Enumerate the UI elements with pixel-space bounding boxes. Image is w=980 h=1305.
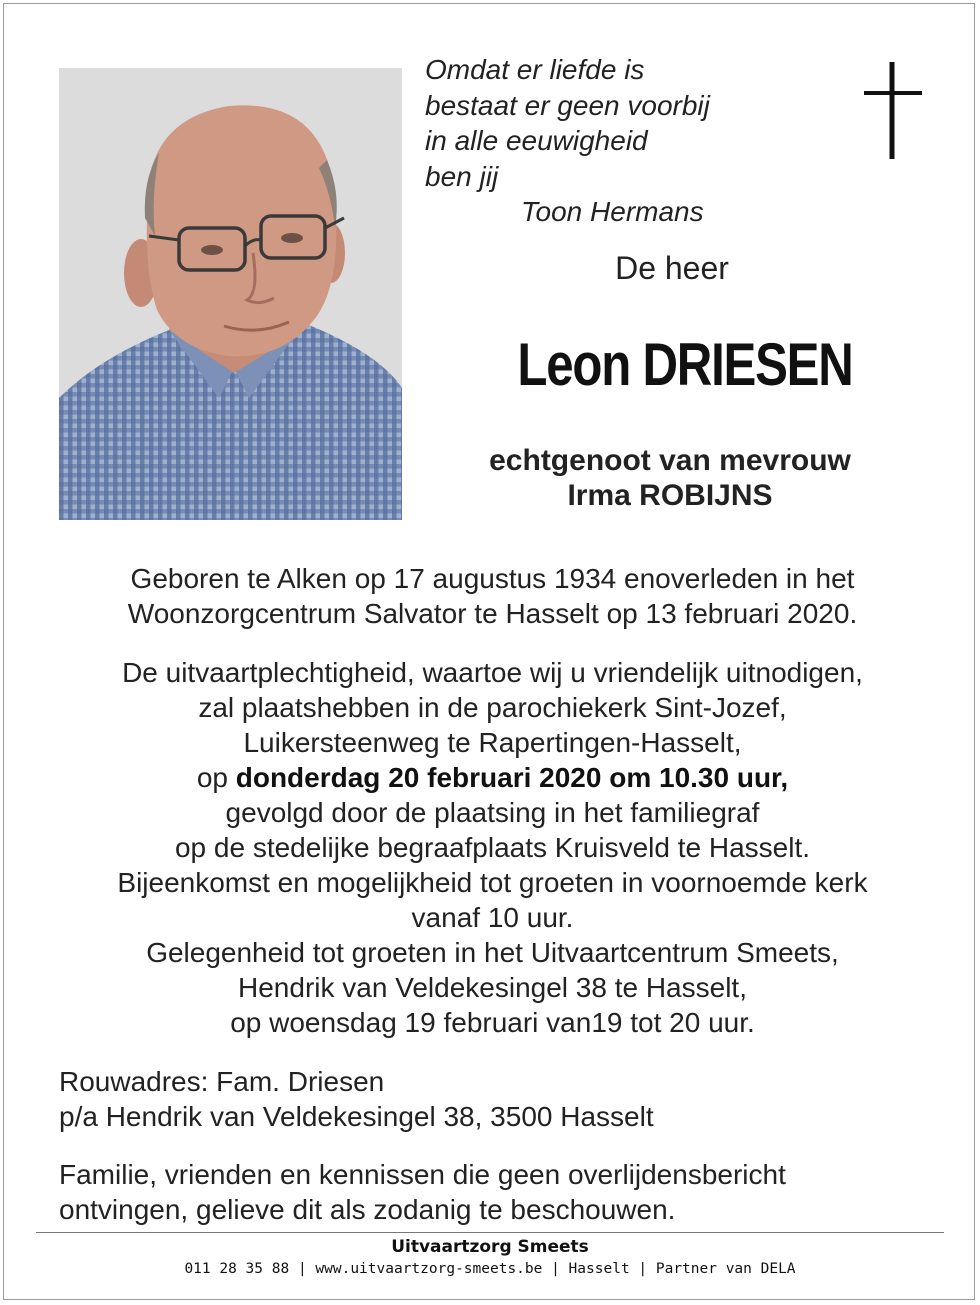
poem [425,52,845,230]
ceremony-text [40,655,945,1040]
poem-author: Toon Hermans [521,196,704,227]
honorific: De heer [615,250,729,286]
footer-divider [36,1232,944,1233]
cross-icon [864,62,922,159]
text-line: p/a Hendrik van Veldekesingel 38, 3500 Hasselt [59,1101,654,1132]
poem-line: ben jij [425,160,499,192]
text-line: Luikersteenweg te Rapertingen-Hasselt, [243,727,742,758]
portrait-illustration [59,68,402,520]
text-line: Geboren te Alken op 17 augustus 1934 enoverleden in het [130,563,855,594]
spouse-relation: echtgenoot van mevrouw [489,444,851,477]
text-line: Hendrik van Veldekesingel 38 te Hasselt, [238,972,747,1003]
text-line: gevolgd door de plaatsing in het familiegraf [225,797,760,828]
deceased-name: Leon DRIESEN [517,331,853,398]
text-line: Gelegenheid tot groeten in het Uitvaartcentrum Smeets, [146,937,839,968]
footer-company: Uitvaartzorg Smeets [391,1237,589,1257]
notice-text [59,1157,939,1227]
text-line: op woensdag 19 februari van19 tot 20 uur. [230,1007,755,1038]
ceremony-date-line [40,760,945,795]
poem-line: Omdat er liefde is [425,54,645,85]
footer-contact: 011 28 35 88 | www.uitvaartzorg-smeets.be | Hasselt | Partner van DELA [184,1261,796,1277]
date-prefix: op [196,762,236,793]
text-line: De uitvaartplechtigheid, waartoe wij u vriendelijk uitnodigen, [122,657,863,688]
text-line: Woonzorgcentrum Salvator te Hasselt op 13 februari 2020. [127,598,858,629]
text-line: op de stedelijke begraafplaats Kruisveld te Hasselt. [174,832,811,863]
text-line: vanaf 10 uur. [411,902,574,933]
ceremony-date: donderdag 20 februari 2020 om 10.30 uur, [235,762,789,793]
poem-line: bestaat er geen voorbij [425,89,710,121]
text-line: Rouwadres: Fam. Driesen [59,1066,385,1097]
text-line: ontvingen, gelieve dit als zodanig te beschouwen. [59,1194,676,1225]
portrait-photo [59,68,402,520]
spouse-name: Irma ROBIJNS [567,479,773,512]
text-line: zal plaatshebben in de parochiekerk Sint-Jozef, [198,692,787,723]
birth-death-text [40,561,945,631]
text-line: Familie, vrienden en kennissen die geen overlijdensbericht [59,1159,786,1190]
spouse-block [420,443,920,513]
text-line: Bijeenkomst en mogelijkheid tot groeten in voornoemde kerk [117,867,868,898]
poem-line: in alle eeuwigheid [425,125,648,156]
mourning-address [59,1064,939,1134]
